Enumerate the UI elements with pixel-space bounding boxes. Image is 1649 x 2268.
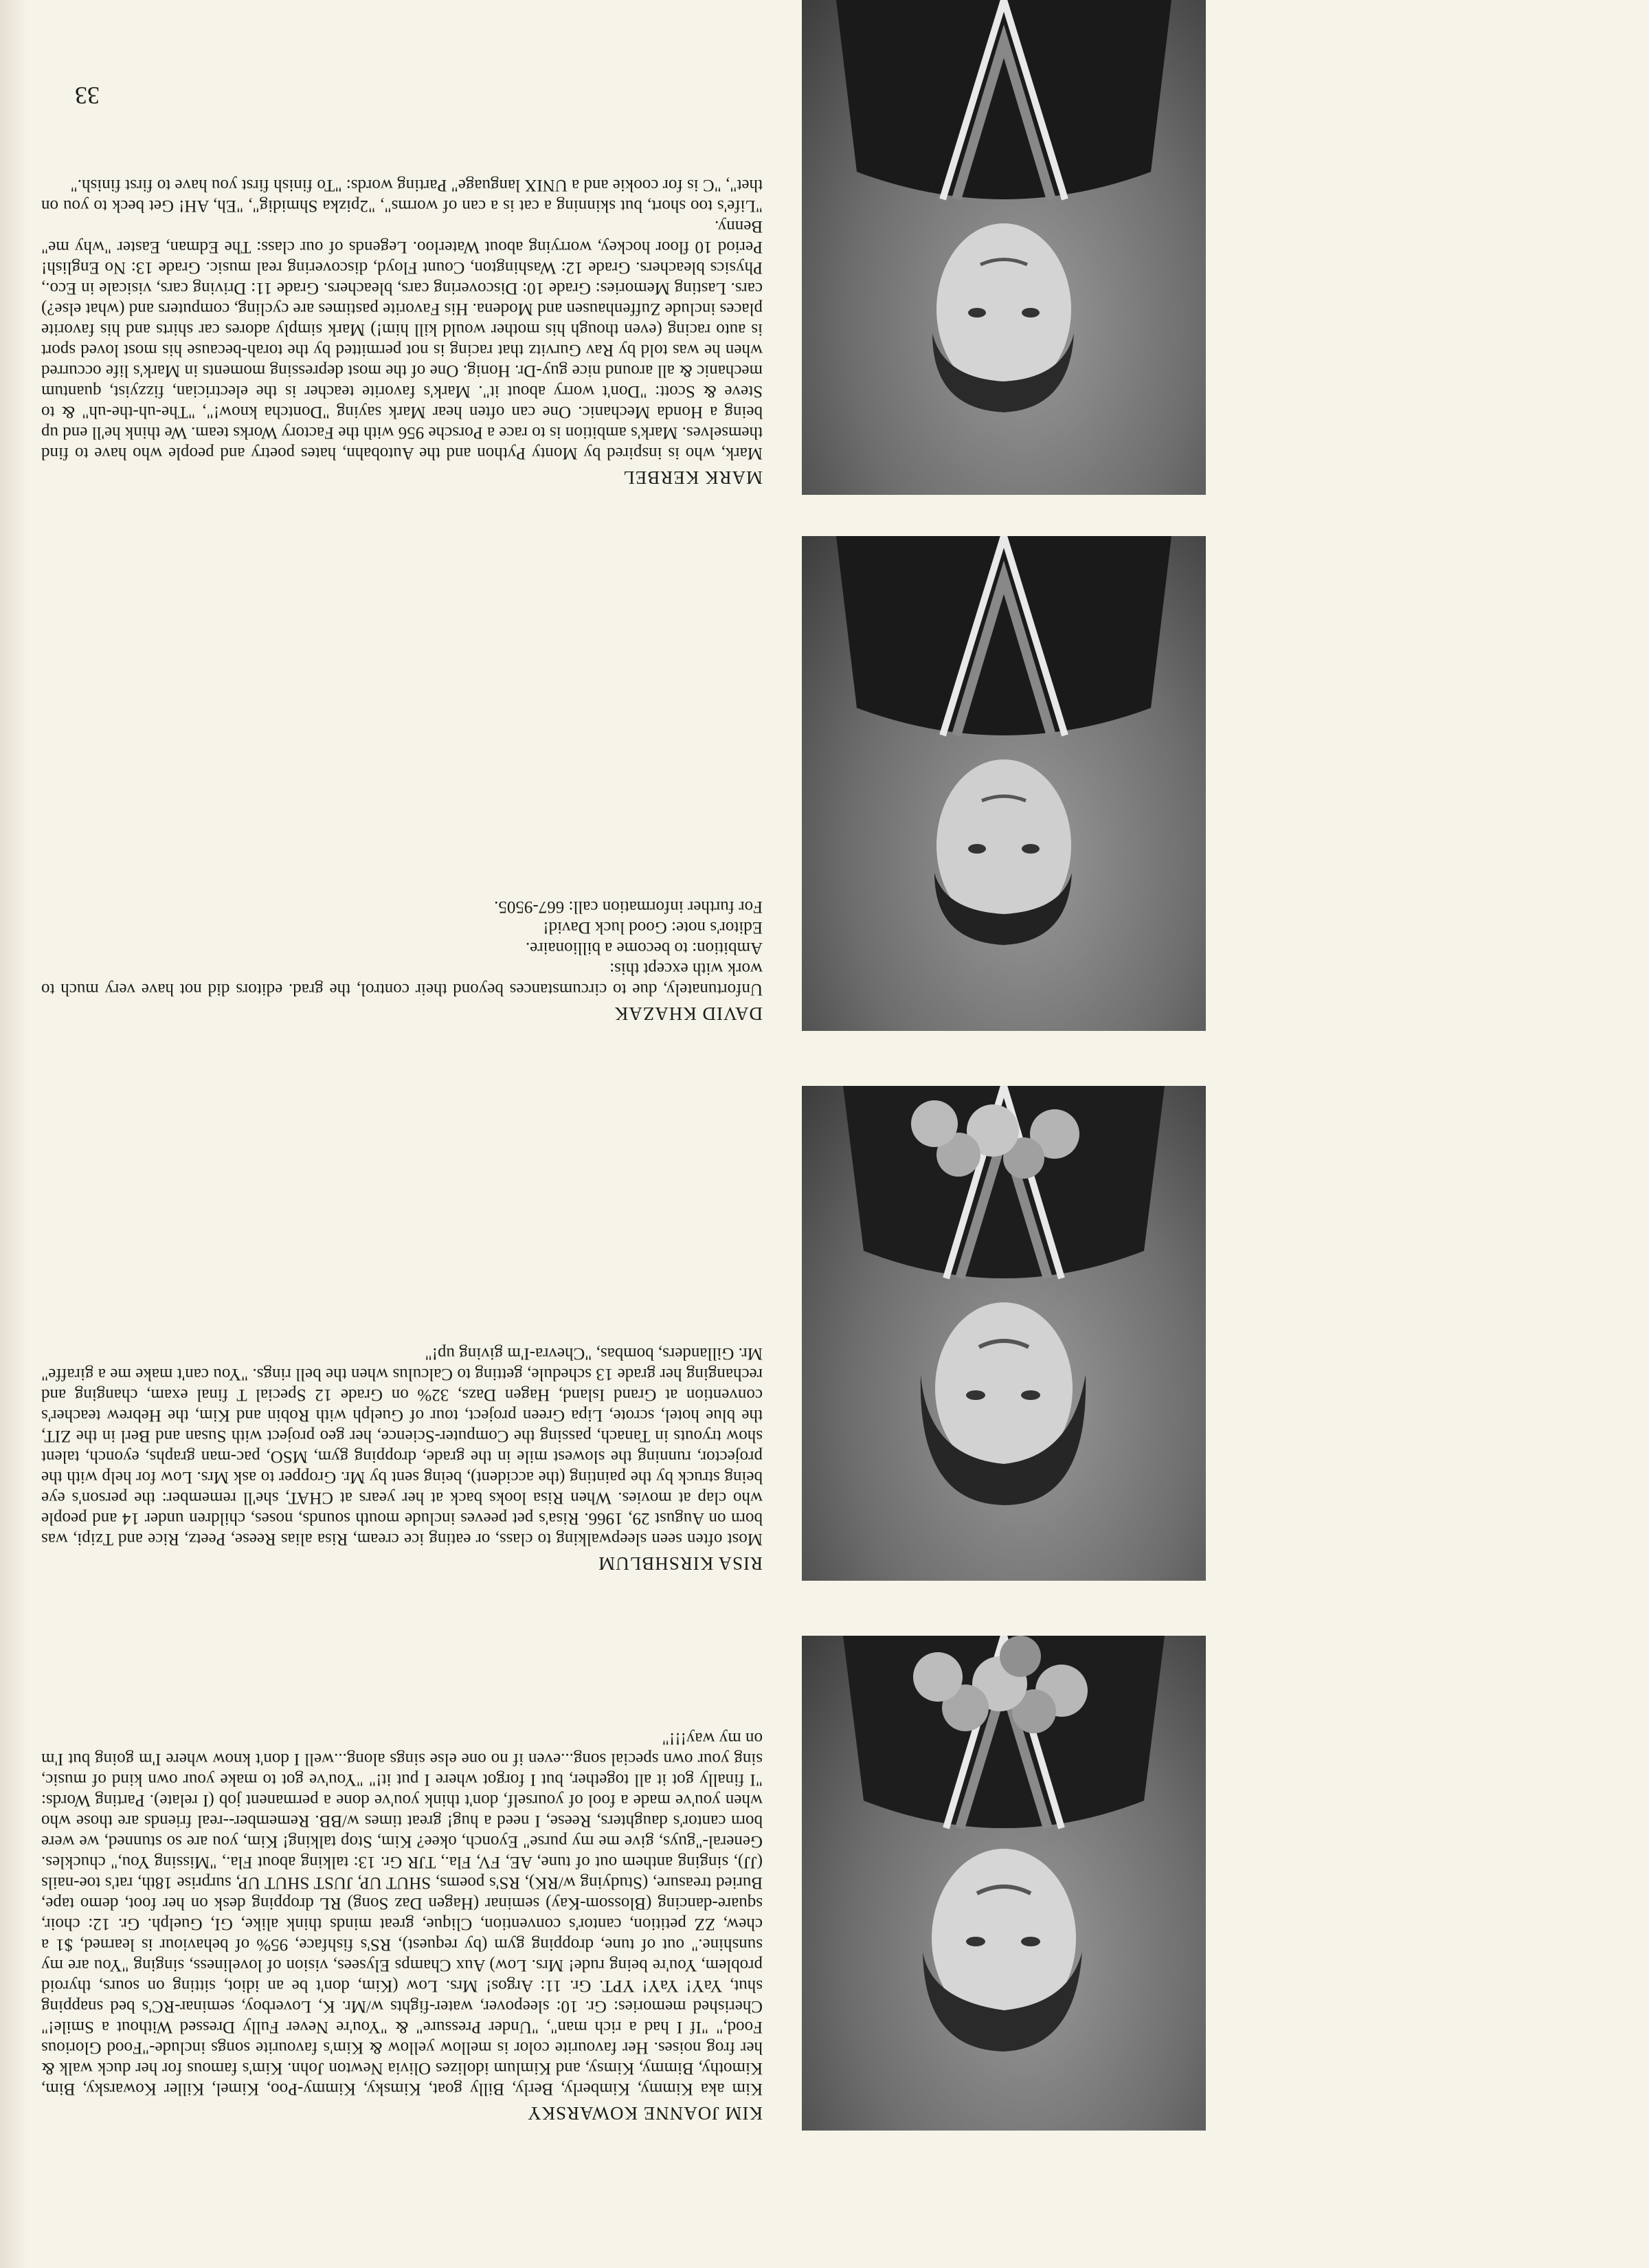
grad-bio: Kim aka Kimmy, Kimberly, Berly, Billy goat, Kimsky, Kimmy-Poo, Kimel, Killer Kowarsky, Bim, Kimothy, Bimmy, Kimsy, and Kimlum idolizes Olivia Newton John. Kim's famous for her duck walk & her frog noises. Her favourite color is mellow yellow & Kim's favourite songs include-"Food Glorious Food," "If I had a rich man", "Under Pressure" & "You're Never Fully Dressed Without a Smile!" Cherished memories: Gr. 10: sleepover, water-fights w/Mr. K, Loverboy, seminar-RC's bed snapping shut, YaY! YaY! YPT. Gr. 11: Argos! Mrs. Low (Kim, don't be an idiot, sitting on sours, thyroid problem, You're being rude! Mrs. Low) Aux Champs Elysees, vision of loveliness, singing "You are my sunshine." out of tune, dropping gym (by request), RS's fishface, 95% of behaviour is learned, $1 a chew, ZZ petition, cantor's convention, Clique, great minds think alike, GI, Guelph. Gr. 12: choir, square-dancing (Blossom-Kay) seminar (Hagen Daz Song) RL dropping desk on her foot, demo tape, Buried treasure, (Studying w/RK), RS's poems, SHUT UP, JUST SHUT UP, surprise 18th, rat's toe-nails (JJ), singing anthem out of tune, AE, FV, Fla., TJR Gr. 13: talking about Fla., "Missing You," chuckles. General-"guys, give me my purse" Eyonch, okee? Kim, Stop talking! Kim, you are so stunned, we were born cantor's daughters, Reese, I need a hug! great times w/BB. Remember--real friends are those who when you've made a fool of yourself, don't think you've done a permanent job (I relate). Parting Words: "I finally got it all together, but I forgot where I put it!" "You've got to make your own kind of music, sing your own special song...even if no one else sings along...well I don't know where I'm going but I'm on my way!!!" — [41, 1729, 763, 2098]
grad-name: MARK KERBEL — [622, 467, 763, 488]
grad-name: RISA KIRSHBLUM — [598, 1553, 763, 1574]
grad-photo-khazak — [802, 536, 1206, 1031]
grad-entry-khazak — [0, 536, 1649, 1031]
grad-text-kirshblum — [41, 1343, 763, 1574]
grad-name: KIM JOANNE KOWARSKY — [527, 2103, 763, 2124]
grad-entry-kirshblum — [0, 1086, 1649, 1581]
grad-entry-kerbel — [0, 0, 1649, 495]
grad-text-kowarsky — [41, 1728, 763, 2124]
grad-bio: Mark, who is inspired by Monty Python and the Autobahn, hates poetry and people who have to find themselves. Mark's ambition is to race a Porsche 956 with the Factory Works team. We think he'll end up being a Honda Mechanic. One can often hear Mark saying "Dontcha know!", "The-uh-the-uh" & to Steve & Scott: "Don't worry about it". Mark's favorite teacher is the electrician, fizzyist, quantum mechanic & all around nice guy-Dr. Honig. One of the most depressing moments in Mark's life occurred when he was told by Rav Gurvitz that racing is not permitted by the torah-because his most loved sport is auto racing (even though his mother would kill him!) Mark simply adores car shirts and his favorite places include Zuffenhausen and Modena. His Favorite pastimes are cycling, computers and (what else?) cars. Lasting Memories: Grade 10: Discovering cars, bleachers. Grade 11: Driving cars, visicale in Eco., Physics bleachers. Grade 12: Washington, Count Floyd, discovering real music. Grade 13: No English! Period 10 floor hockey, worrying about Waterloo. Legends of our class: The Edman, Easter "why me" Benny. "Life's too short, but skinning a cat is a can of worms", "2pizka Shmidig", "Eh, AH! Get beck to you on thet", "C is for cookie and a UNIX language" Parting words: "To finish first you have to first finish." — [41, 176, 763, 463]
grad-photo-kowarsky — [802, 1636, 1206, 2131]
grad-text-kerbel — [41, 175, 763, 488]
page-number: 33 — [75, 82, 100, 109]
grad-entry-kowarsky — [0, 1636, 1649, 2131]
grad-photo-kerbel — [802, 0, 1206, 495]
grad-bio: Unfortunately, due to circumstances beyond their control, the grad. editors did not have very much to work with except this: Ambition: to become a billionaire. Editor's note: Good luck David! For further information call: 667-9505. — [41, 898, 763, 999]
grad-text-khazak — [41, 896, 763, 1024]
grad-name: DAVID KHAZAK — [614, 1003, 763, 1024]
grad-bio: Most often seen sleepwalking to class, or eating ice cream, Risa alias Reese, Peetz, Rice and Tzipi, was born on August 29, 1966. Risa's pet peeves include mouth sounds, noses, children under 14 and people who clap at movies. When Risa looks back at her years at CHAT, she'll remember: the person's eye being struck by the painting (the accident), being sent by Mr. Gropper to ask Mrs. Low for help with the projector, running the slowest mile in the grade, dropping gym, MSO, pac-man graphs, eyonch, talent show tryouts in Tanach, passing the Computer-Science, her geo project with Susan and Berl in the ZIT, the blue hotel, scrote, Lipa Green project, tour of Guelph with Robin and Kim, the Hebrew teacher's convention at Grand Island, Hagen Dazs, 32% on Grade 12 Special T final exam, changing and rechanging her grade 13 schedule, getting to Calculus when the bell rings. "You can't make me a giraffe" Mr. Gillanders, bombas, "Chevra-I'm giving up!" — [41, 1344, 763, 1548]
grad-photo-kirshblum — [802, 1086, 1206, 1581]
